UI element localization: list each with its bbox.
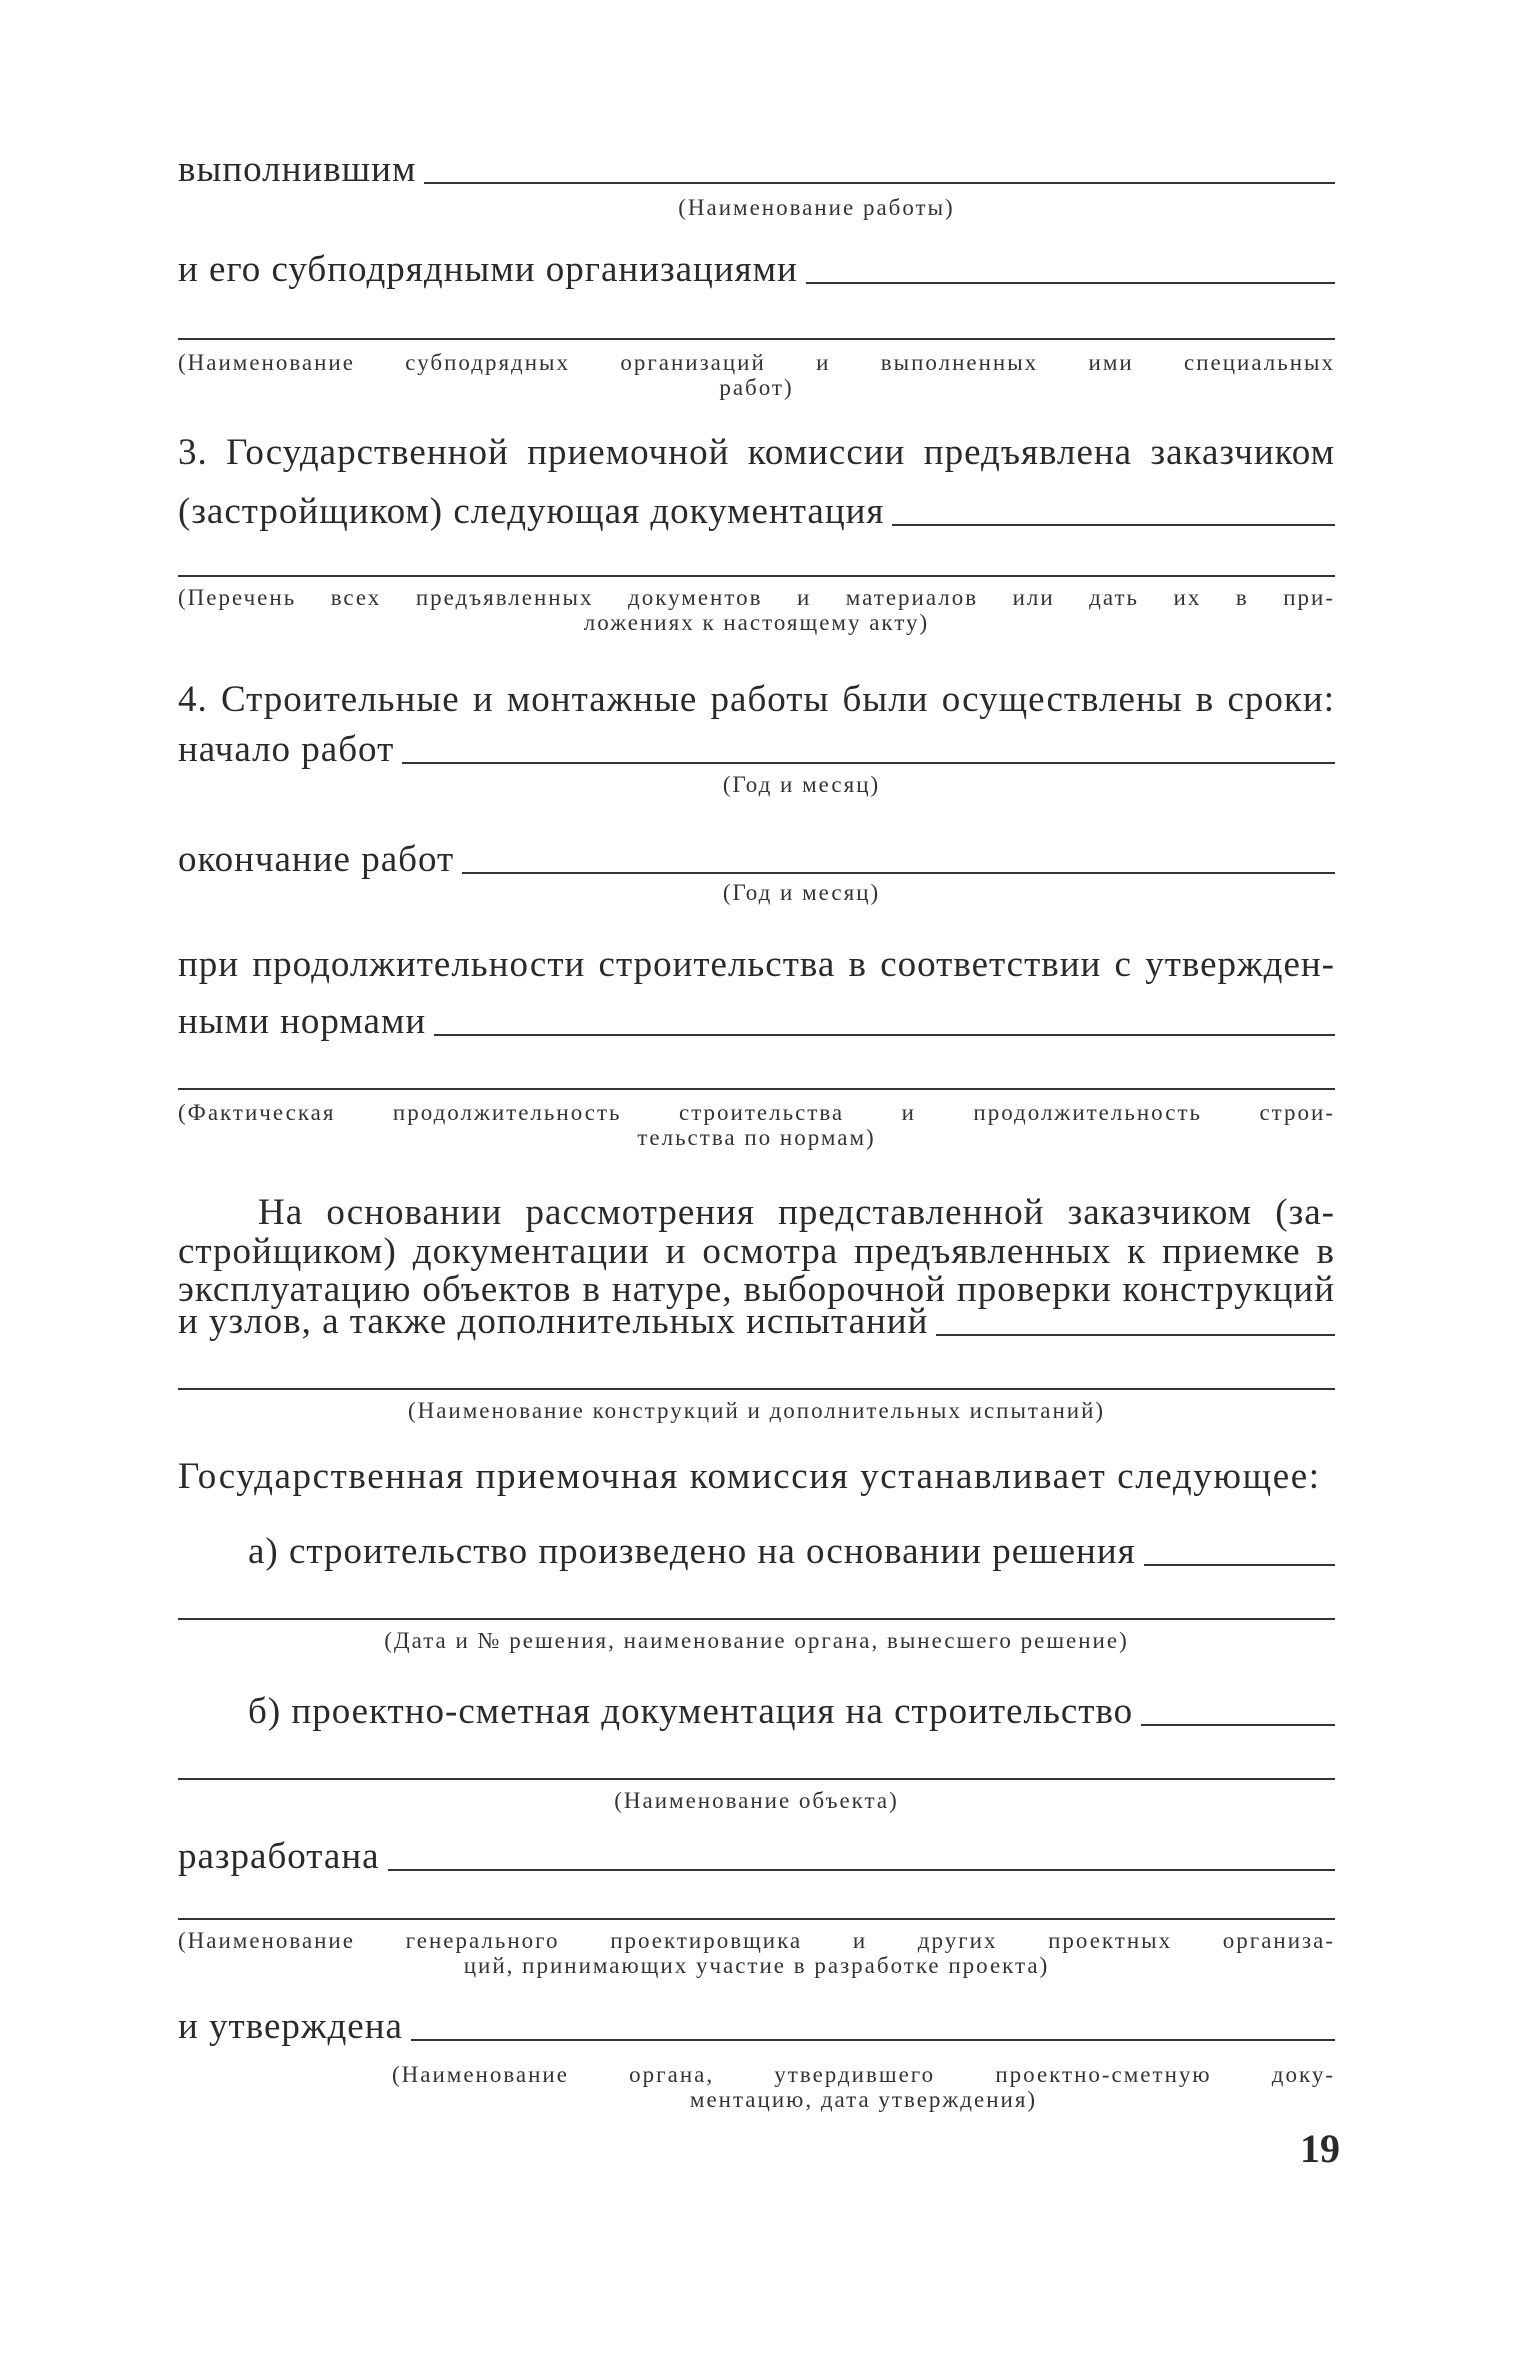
section-3-text: 3. Государственной приемочной комиссии предъявлена заказчиком — [178, 432, 1335, 473]
field-project-docs — [178, 1690, 1335, 1734]
blank-line — [806, 281, 1335, 284]
duration-text: при продолжительности строительства в соответствии с утвержден- — [178, 944, 1335, 985]
caption: тельства по нормам) — [637, 1125, 876, 1150]
field-norms — [178, 1000, 1335, 1044]
blank-line — [402, 761, 1335, 764]
field-decision — [178, 1530, 1335, 1574]
field-label: начало работ — [178, 729, 395, 770]
caption: (Наименование конструкций и дополнительных испытаний) — [407, 1398, 1106, 1423]
blank-line — [424, 181, 1335, 184]
field-label: ными нормами — [178, 1001, 427, 1042]
field-subcontractors — [178, 248, 1335, 292]
blank-line — [178, 1618, 1335, 1620]
blank-line — [178, 1388, 1335, 1390]
caption: ложениях к настоящему акту) — [583, 610, 930, 635]
caption: ментацию, дата утверждения) — [689, 2087, 1038, 2112]
blank-line — [1141, 1723, 1335, 1726]
paragraph-line: На основании рассмотрения представленной заказчиком (за- — [258, 1192, 1335, 1233]
blank-line — [178, 338, 1335, 340]
field-label: выполнившим — [178, 149, 417, 190]
field-performed-by — [178, 148, 1335, 192]
field-label: и его субподрядными организациями — [178, 249, 798, 290]
caption: ций, принимающих участие в разработке проекта) — [463, 1953, 1050, 1978]
field-label: и утверждена — [178, 2006, 403, 2047]
field-tests — [178, 1300, 1335, 1344]
section-4-text: 4. Строительные и монтажные работы были осуществлены в сроки: — [178, 679, 1335, 720]
field-end-date — [178, 838, 1335, 882]
field-approved-by — [178, 2005, 1335, 2049]
field-label: (застройщиком) следующая документация — [178, 491, 885, 532]
blank-line — [434, 1033, 1335, 1036]
blank-line — [462, 871, 1335, 874]
blank-line — [892, 523, 1335, 526]
caption: (Наименование объекта) — [614, 1788, 899, 1813]
blank-line — [178, 1918, 1335, 1920]
caption: (Наименование органа, утвердившего проектно-сметную доку- — [392, 2062, 1335, 2087]
blank-line — [178, 1088, 1335, 1090]
blank-line — [1144, 1563, 1335, 1566]
field-start-date — [178, 728, 1335, 772]
caption: (Год и месяц) — [722, 880, 881, 905]
blank-line — [388, 1868, 1335, 1871]
paragraph-line: эксплуатацию объектов в натуре, выборочной проверки конструкций — [178, 1269, 1335, 1310]
caption: (Наименование субподрядных организаций и выполненных ими специальных — [178, 350, 1335, 375]
statement-text: Государственная приемочная комиссия устанавливает следующее: — [178, 1456, 1321, 1497]
caption: (Фактическая продолжительность строительства и продолжительность строи- — [178, 1100, 1335, 1125]
caption: (Год и месяц) — [722, 772, 881, 797]
caption: (Наименование работы) — [678, 195, 955, 220]
caption: (Перечень всех предъявленных документов и материалов или дать их в при- — [178, 585, 1335, 610]
field-documentation — [178, 490, 1335, 534]
commission-statement — [178, 1455, 1335, 1499]
field-label: и узлов, а также дополнительных испытаний — [178, 1301, 929, 1342]
paragraph-line: стройщиком) документации и осмотра предъявленных к приемке в — [178, 1231, 1335, 1272]
field-label: б) проектно-сметная документация на строительство — [248, 1691, 1134, 1732]
blank-line — [411, 2038, 1335, 2041]
field-developed-by — [178, 1835, 1335, 1879]
blank-line — [936, 1333, 1335, 1336]
caption: работ) — [719, 375, 794, 400]
caption: (Наименование генерального проектировщика и других проектных организа- — [178, 1928, 1335, 1953]
field-label: окончание работ — [178, 839, 455, 880]
blank-line — [178, 575, 1335, 577]
page-number: 19 — [1300, 2126, 1340, 2171]
field-label: а) строительство произведено на основании решения — [248, 1531, 1136, 1572]
blank-line — [178, 1778, 1335, 1780]
field-label: разработана — [178, 1836, 380, 1877]
caption: (Дата и № решения, наименование органа, вынесшего решение) — [384, 1628, 1129, 1653]
